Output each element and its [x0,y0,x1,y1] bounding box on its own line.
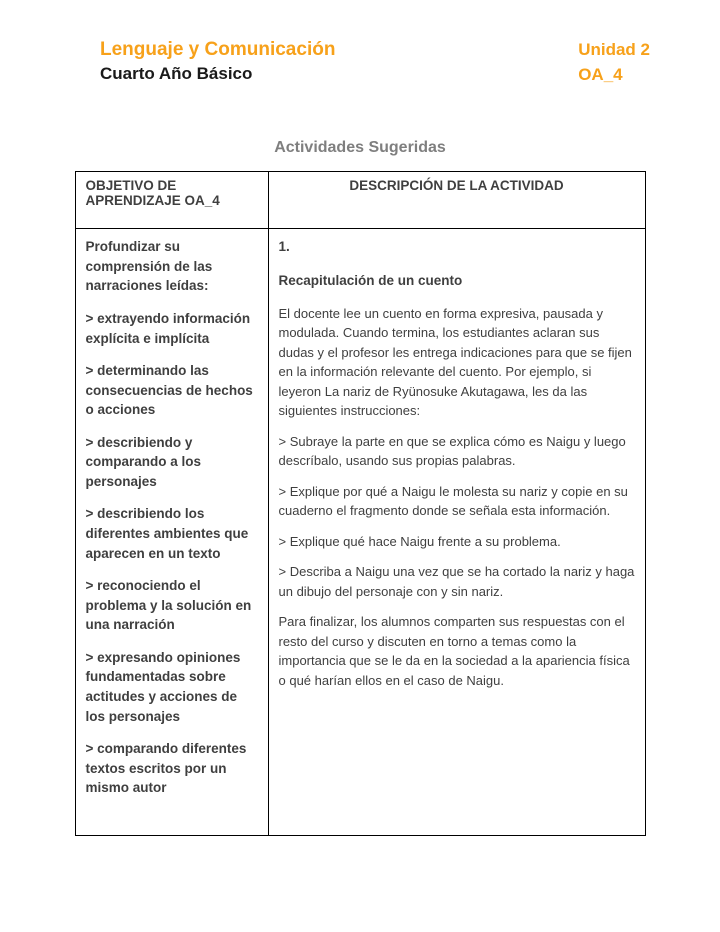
objective-item: > reconociendo el problema y la solución en una narración [85,578,252,633]
objective-item: > describiendo los diferentes ambientes que aparecen en un texto [85,506,249,561]
objective-item: > determinando las consecuencias de hechos o acciones [85,363,253,418]
activities-table [75,171,646,836]
page-title: Actividades Sugeridas [274,139,446,157]
activity-paragraph: El docente lee un cuento en forma expresiva, pausada y modulada. Cuando termina, los estudiantes aclaran sus dudas y el profesor les entrega indicaciones para que se fijen en la información relevante del cuento. Por ejemplo, si leyeron La nariz de Ryünosuke Akutagawa, les da las siguientes instrucciones: [278,305,632,419]
objective-item: > extrayendo información explícita e implícita [85,310,251,346]
objective-item: > describiendo y comparando a los personajes [85,434,202,489]
table-header-row [75,172,645,229]
activity-paragraph: > Subraye la parte en que se explica cómo es Naigu y luego descríbalo, usando sus propias palabras. [278,433,626,469]
header-right-block [578,38,650,87]
activity-cell [268,229,645,836]
unit-label: Unidad 2 [578,40,650,59]
objective-cell [75,229,268,836]
oa-code-label: OA_4 [578,64,623,84]
activity-number: 1. [278,239,290,255]
objective-column-header: OBJETIVO DE APRENDIZAJE OA_4 [75,172,268,229]
objective-item: > expresando opiniones fundamentadas sobre actitudes y acciones de los personajes [85,649,241,724]
activity-column-header: DESCRIPCIÓN DE LA ACTIVIDAD [268,172,645,229]
activity-paragraph: > Describa a Naigu una vez que se ha cortado la nariz y haga un dibujo del personaje con y sin nariz. [278,564,635,599]
table-body-row [75,229,645,836]
activity-paragraph: > Explique por qué a Naigu le molesta su nariz y copie en su cuaderno el fragmento donde se señala esta información. [278,483,628,519]
activity-paragraph: > Explique qué hace Naigu frente a su problema. [278,533,561,549]
grade-title: Cuarto Año Básico [100,63,253,83]
activity-title: Recapitulación de un cuento [278,272,463,288]
subject-title: Lenguaje y Comunicación [100,39,336,60]
objective-item: > comparando diferentes textos escritos por un mismo autor [85,741,247,796]
document-header [0,0,720,87]
objective-intro: Profundizar su comprensión de las narraciones leídas: [85,239,213,294]
activity-paragraph: Para finalizar, los alumnos comparten sus respuestas con el resto del curso y discuten en torno a temas como la importancia que se le da en la sociedad a la apariencia física o qué harían ellos en el caso de Naigu. [278,614,630,688]
header-left-block [100,38,335,85]
